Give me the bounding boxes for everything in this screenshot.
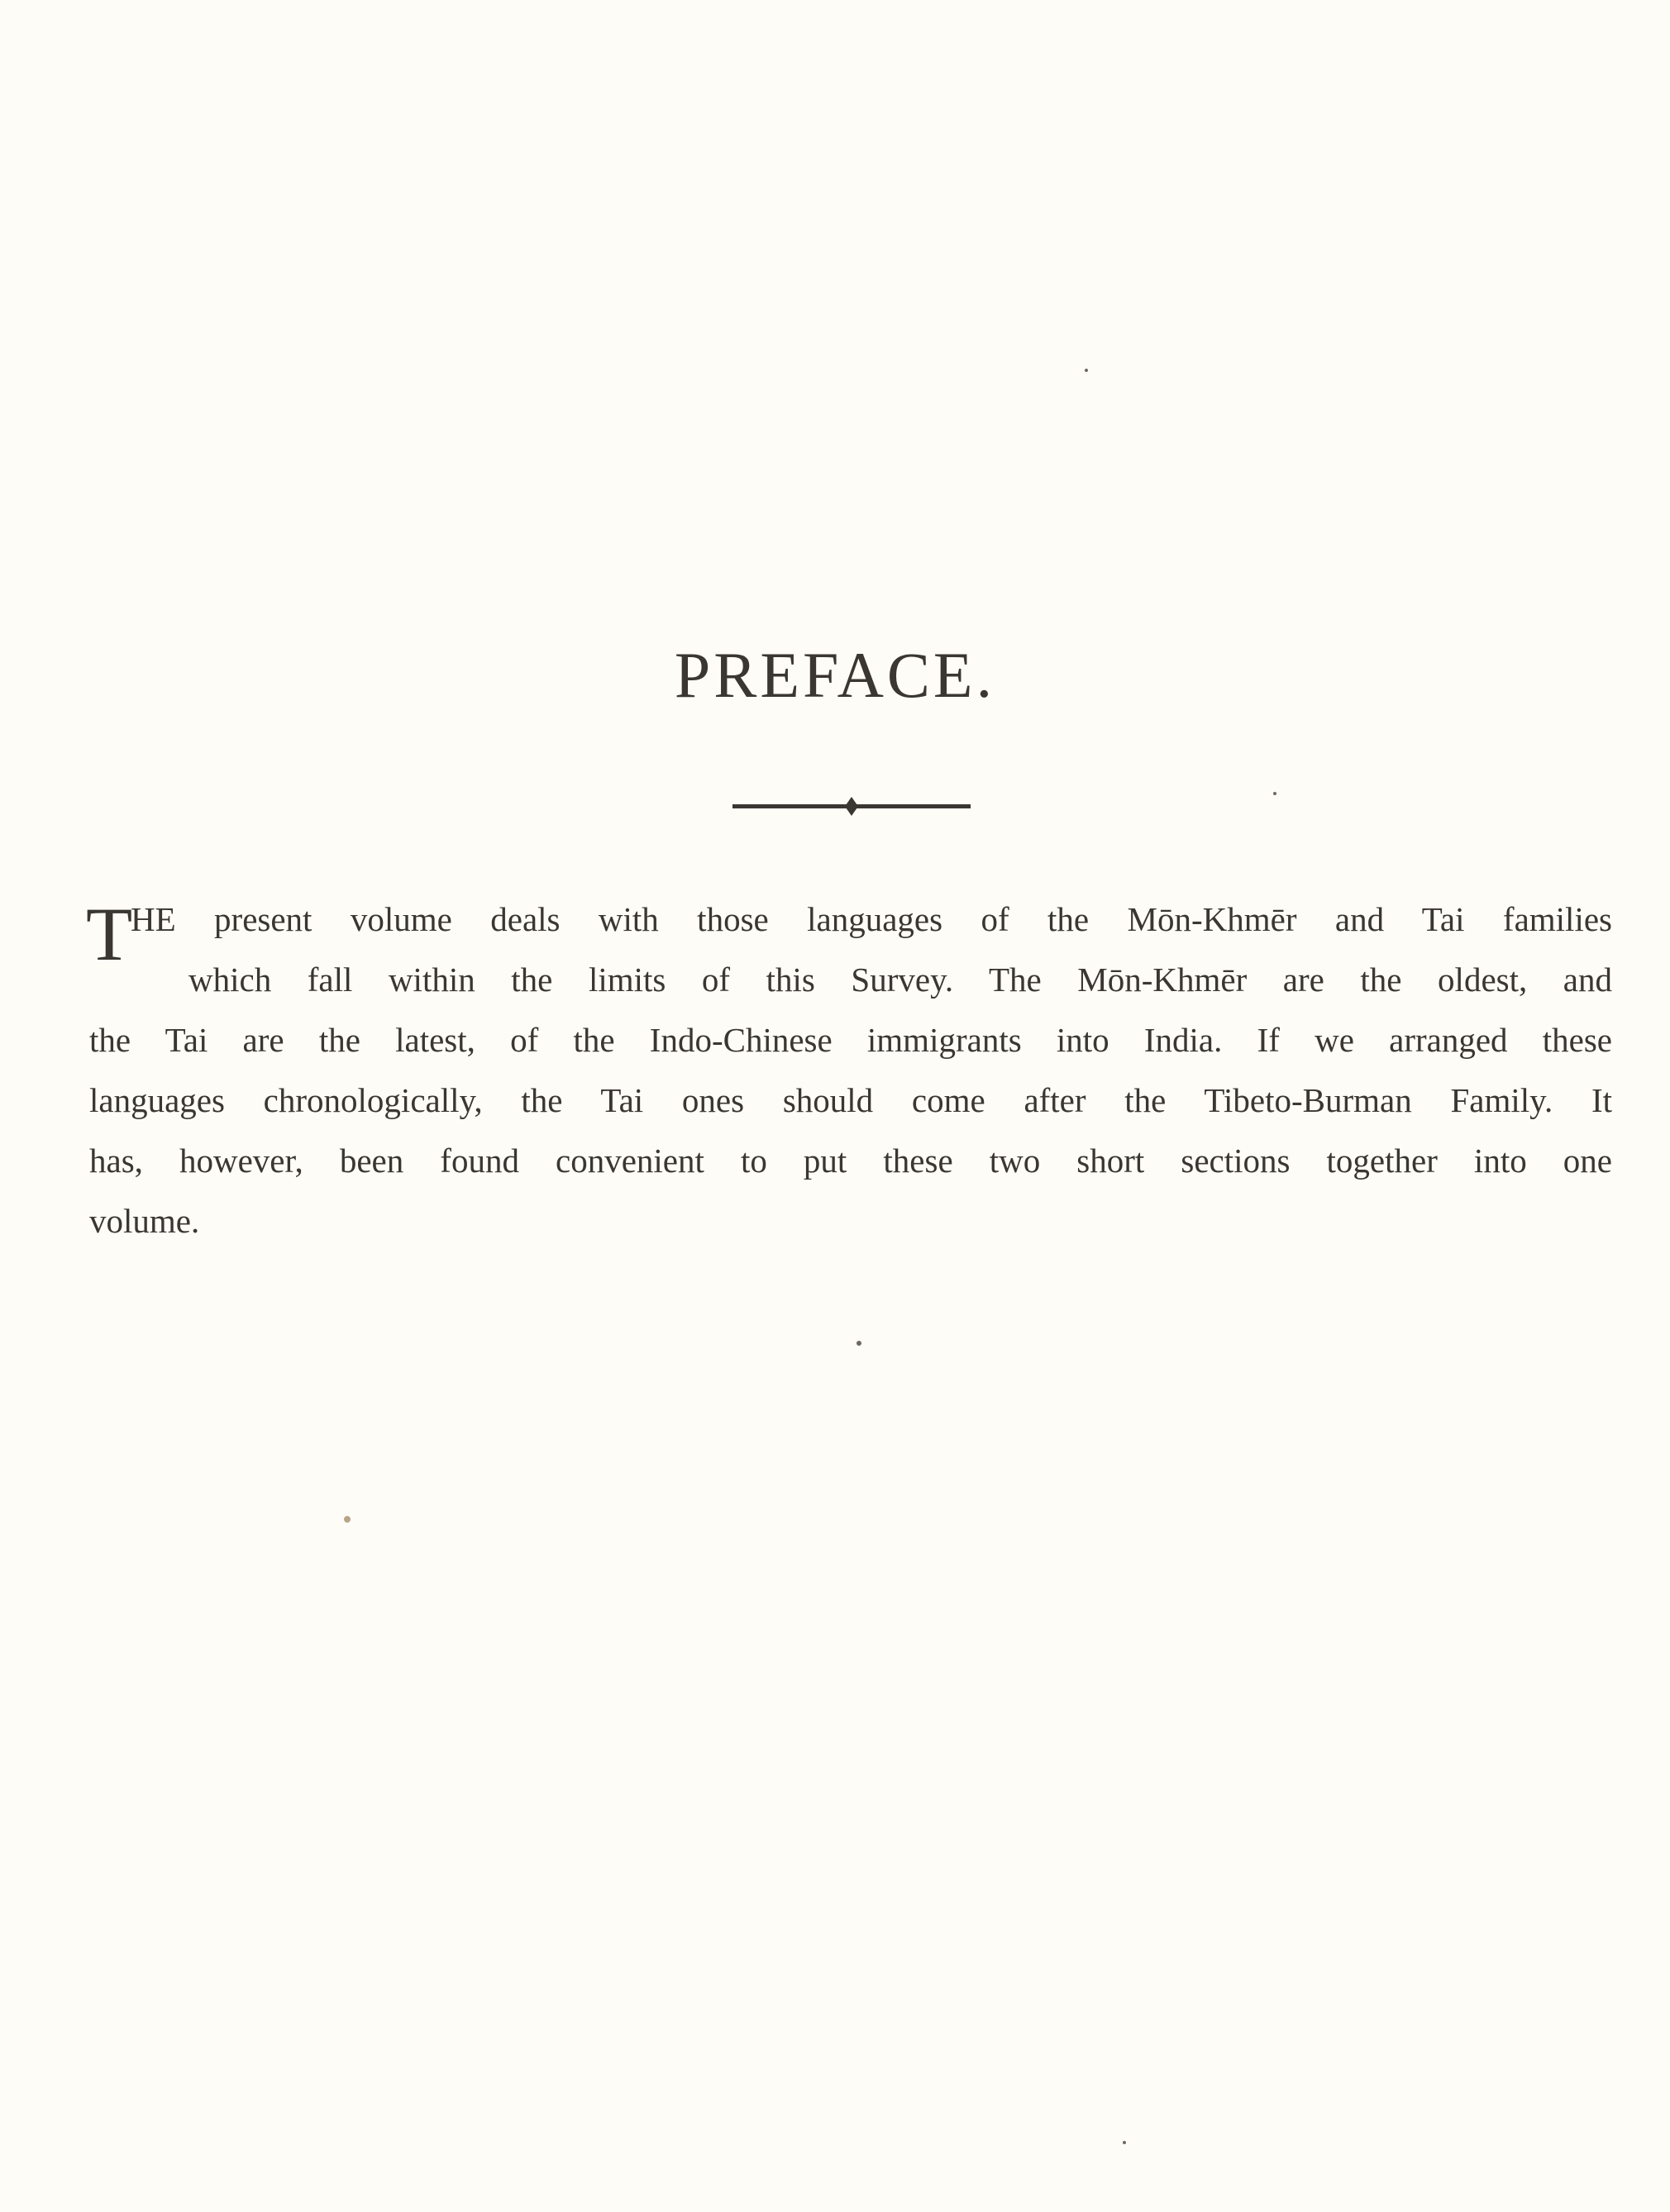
paper-speck <box>1273 792 1276 795</box>
paragraph-line: has, however, been found convenient to put these two short sections together into one <box>89 1142 1612 1180</box>
preface-paragraph <box>86 889 1612 1251</box>
paragraph-line <box>86 889 1612 976</box>
paragraph-line: the Tai are the latest, of the Indo-Chinese immigrants into India. If we arranged these <box>89 1021 1612 1059</box>
paper-speck <box>1085 369 1088 372</box>
paper-speck <box>344 1516 351 1523</box>
drop-cap: T <box>86 892 133 976</box>
paper-speck <box>856 1341 861 1346</box>
page-title: PREFACE. <box>674 639 996 711</box>
paper-speck <box>1123 2141 1126 2144</box>
paragraph-line: languages chronologically, the Tai ones should come after the Tibeto-Burman Family. It <box>89 1081 1612 1119</box>
paragraph-line-text: HE present volume deals with those languages of the Mōn-Khmēr and Tai families <box>131 900 1612 938</box>
paragraph-line: which fall within the limits of this Survey. The Mōn-Khmēr are the oldest, and <box>188 961 1612 999</box>
paragraph-line: volume. <box>89 1202 200 1240</box>
title-rule-ornament <box>729 794 974 818</box>
